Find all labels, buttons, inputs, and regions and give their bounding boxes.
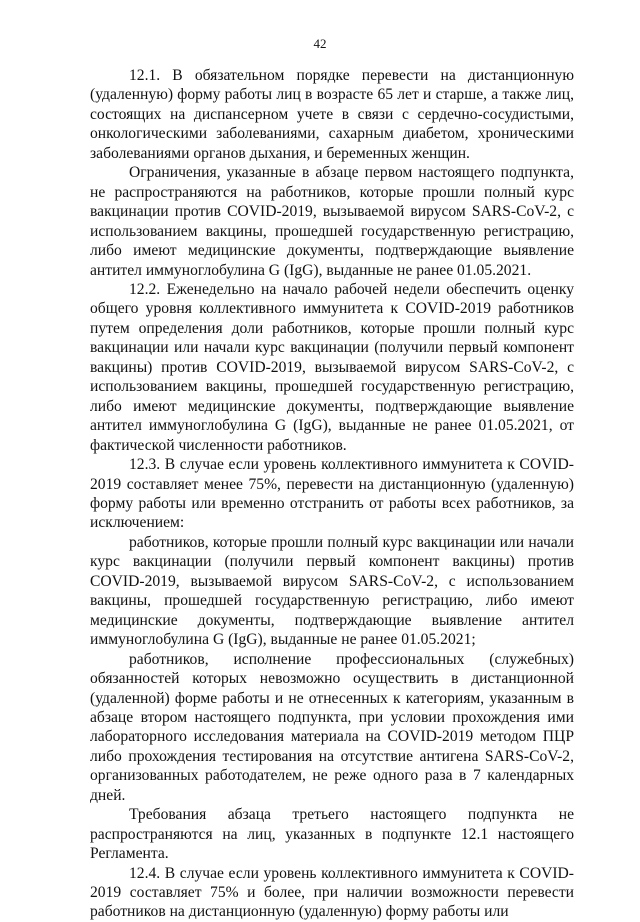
- page-number: 42: [313, 36, 327, 51]
- paragraph-12-2: 12.2. Еженедельно на начало рабочей недели обеспечить оценку общего уровня коллективного иммунитета к COVID-2019 работников путем определения доли работников, которые прошли полный курс вакцинации или начали курс вакцинации (получили первый компонент вакцины) против COVID-2019, вызываемой вирусом SARS-CoV-2, с использованием вакцины, прошедшей государственную регистрацию, либо имеют медицинские документы, подтверждающие выявление антител иммуноглобулина G (IgG), выданные не ранее 01.05.2021, от фактической численности работников.: [90, 280, 574, 454]
- paragraph-exception-onsite: работников, исполнение профессиональных (служебных) обязанностей которых невозможно осуществить в дистанционной (удаленной) форме работы и не отнесенных к категориям, указанным в абзаце втором настоящего подпункта, при условии прохождения ими лабораторного исследования материала на COVID-2019 методом ПЦР либо прохождения тестирования на отсутствие антигена SARS-CoV-2, организованных работодателем, не реже одного раза в 7 календарных дней.: [90, 650, 574, 804]
- paragraph-requirements: Требования абзаца третьего настоящего подпункта не распространяются на лиц, указанных в подпункте 12.1 настоящего Регламента.: [90, 806, 574, 863]
- paragraph-12-4: 12.4. В случае если уровень коллективного иммунитета к COVID-2019 составляет 75% и более, при наличии возможности перевести работников на дистанционную (удаленную) форму работы или: [90, 864, 574, 921]
- paragraph-12-3: 12.3. В случае если уровень коллективного иммунитета к COVID-2019 составляет менее 75%, перевести на дистанционную (удаленную) форму работы или временно отстранить от работы всех работников, за исключением:: [90, 456, 574, 532]
- paragraph-restrictions: Ограничения, указанные в абзаце первом настоящего подпункта, не распространяются на работников, которые прошли полный курс вакцинации против COVID-2019, вызываемой вирусом SARS-CoV-2, с использованием вакцины, прошедшей государственную регистрацию, либо имеют медицинские документы, подтверждающие выявление антител иммуноглобулина G (IgG), выданные не ранее 01.05.2021.: [90, 164, 574, 279]
- paragraph-12-1: 12.1. В обязательном порядке перевести на дистанционную (удаленную) форму работы лиц в возрасте 65 лет и старше, а также лиц, состоящих на диспансерном учете в связи с сердечно-сосудистыми, онкологическими заболеваниями, сахарным диабетом, хроническими заболеваниями органов дыхания, и беременных женщин.: [90, 67, 574, 162]
- document-body: [90, 66, 574, 922]
- paragraph-exception-vaccinated: работников, которые прошли полный курс вакцинации или начали курс вакцинации (получили первый компонент вакцины) против COVID-2019, вызываемой вирусом SARS-CoV-2, с использованием вакцины, прошедшей государственную регистрацию, либо имеют медицинские документы, подтверждающие выявление антител иммуноглобулина G (IgG), выданные не ранее 01.05.2021;: [90, 533, 574, 649]
